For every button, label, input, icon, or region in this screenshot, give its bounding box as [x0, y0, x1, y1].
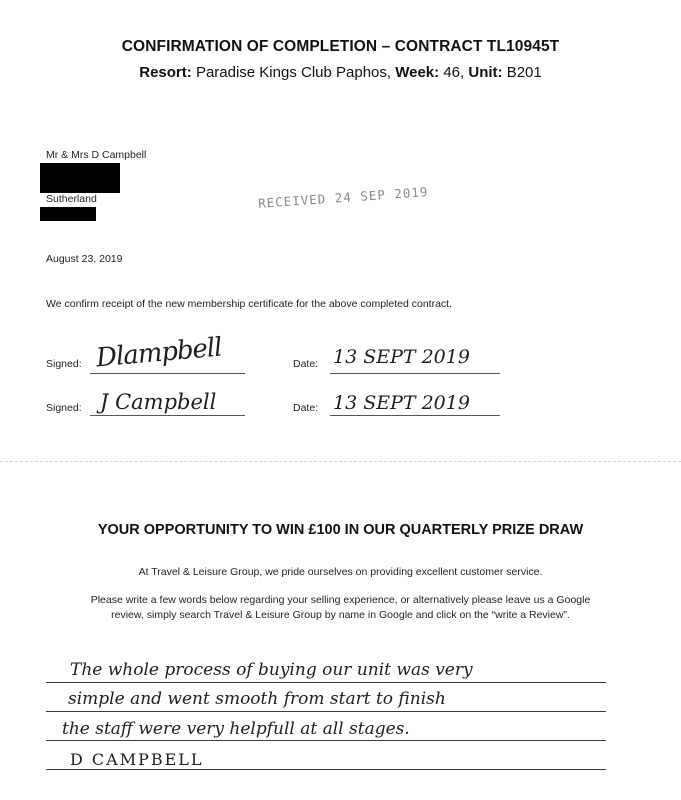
- prize-heading: YOUR OPPORTUNITY TO WIN £100 IN OUR QUARTERLY PRIZE DRAW: [97, 522, 584, 538]
- week-label: Week:: [395, 64, 440, 81]
- resort-line: [0, 64, 681, 81]
- ruled-line: [46, 769, 606, 770]
- resort-label: Resort:: [139, 64, 192, 81]
- date-label: Date:: [293, 402, 319, 414]
- redacted-postcode: [40, 207, 96, 221]
- received-stamp: RECEIVED 24 SEP 2019: [257, 184, 429, 211]
- signature: J Campbell: [100, 390, 217, 414]
- confirmation-text: We confirm receipt of the new membership certificate for the above completed contract.: [46, 298, 452, 310]
- prize-intro: At Travel & Leisure Group, we pride ourselves on providing excellent customer service.: [138, 566, 543, 578]
- week-value: 46,: [443, 64, 465, 81]
- resort-value: Paradise Kings Club Paphos,: [195, 64, 392, 81]
- addressee-name: Mr & Mrs D Campbell: [46, 149, 147, 161]
- unit-label: Unit:: [468, 64, 503, 81]
- signed-date: 13 SEPT 2019: [333, 392, 470, 414]
- fold-line: [0, 461, 681, 462]
- ruled-line: [46, 682, 606, 683]
- letter-date: August 23, 2019: [46, 253, 123, 265]
- unit-value: B201: [506, 64, 542, 81]
- date-label: Date:: [293, 358, 319, 370]
- review-line: The whole process of buying our unit was very: [70, 660, 473, 680]
- addressee-town: Sutherland: [46, 193, 97, 205]
- signature: Dlampbell: [94, 332, 223, 374]
- signed-label: Signed:: [46, 402, 82, 414]
- ruled-line: [46, 740, 606, 741]
- signature-line: [90, 415, 245, 416]
- review-signoff: D CAMPBELL: [70, 750, 204, 769]
- review-line: the staff were very helpfull at all stages.: [62, 719, 410, 739]
- date-line: [330, 373, 500, 374]
- prize-instructions-line-1: Please write a few words below regarding your selling experience, or alternatively please leave us a Google: [90, 594, 591, 606]
- prize-instructions-line-2: review, simply search Travel & Leisure Group by name in Google and click on the “write a Review”.: [111, 609, 570, 621]
- review-line: simple and went smooth from start to finish: [68, 689, 446, 709]
- signed-date: 13 SEPT 2019: [333, 346, 470, 368]
- redacted-address: [40, 163, 120, 193]
- ruled-line: [46, 711, 606, 712]
- signature-line: [90, 373, 245, 374]
- document-title: CONFIRMATION OF COMPLETION – CONTRACT TL10945T: [121, 38, 560, 55]
- signed-label: Signed:: [46, 358, 82, 370]
- date-line: [330, 415, 500, 416]
